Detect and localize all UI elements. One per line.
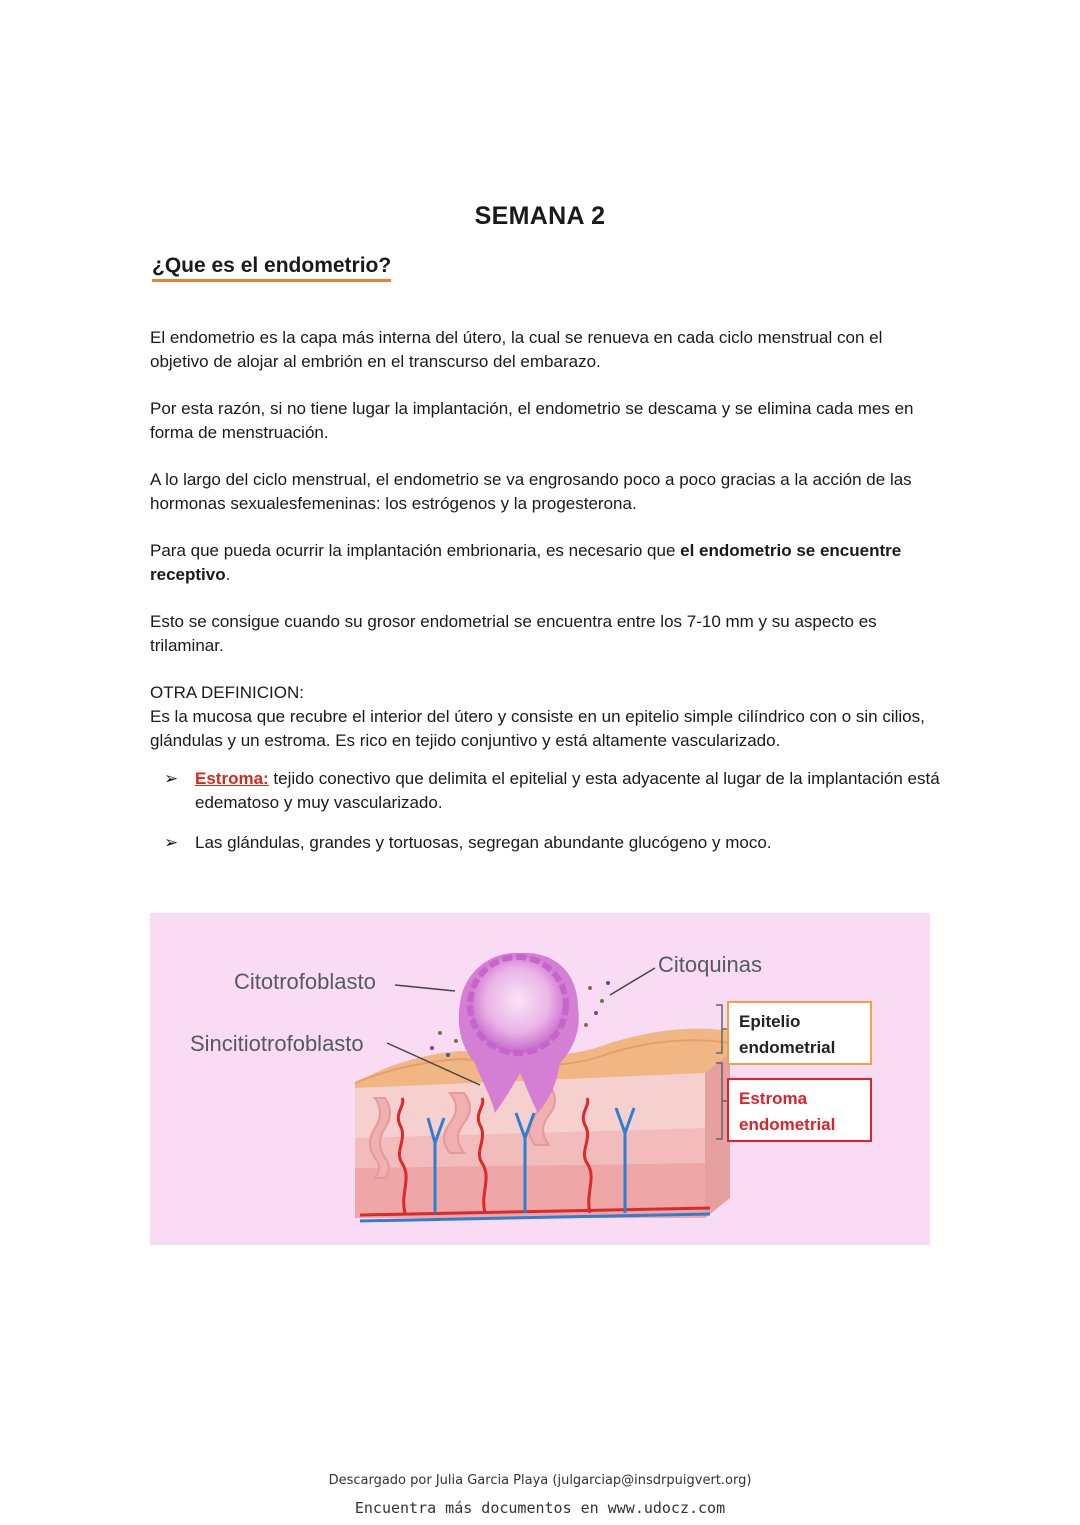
box-estroma-line2: endometrial [739, 1115, 836, 1134]
box-epitelio-endometrial [727, 1001, 872, 1065]
other-definition-heading: OTRA DEFINICION: [150, 683, 304, 702]
page-title: SEMANA 2 [474, 202, 606, 230]
arrow-bullet-icon: ➢ [164, 833, 179, 852]
box-epitelio-line1: Epitelio [739, 1012, 801, 1031]
label-citotrofoblasto: Citotrofoblasto [234, 969, 376, 994]
receptive-bold: el endometrio se encuentre receptivo [150, 541, 902, 584]
box-estroma-endometrial [727, 1078, 872, 1142]
section-heading: ¿Que es el endometrio? [152, 254, 391, 282]
label-citoquinas: Citoquinas [658, 952, 762, 977]
footer-download-credit: Descargado por Julia Garcia Playa (julgarciap@insdrpuigvert.org) [328, 1473, 752, 1488]
estroma-term: Estroma: [195, 769, 269, 788]
list-item [150, 767, 940, 815]
bullet-list [150, 767, 940, 855]
document-body [150, 326, 940, 871]
receptive-text-after: . [225, 565, 231, 584]
paragraph-menstruation: Por esta razón, si no tiene lugar la implantación, el endometrio se descama y se elimina cada mes en forma de menstruación. [150, 399, 914, 442]
endometrium-illustration [150, 913, 930, 1245]
receptive-text-before: Para que pueda ocurrir la implantación embrionaria, es necesario que [150, 541, 681, 560]
paragraph-definition: El endometrio es la capa más interna del útero, la cual se renueva en cada ciclo menstrual con el objetivo de alojar al embrión en el transcurso del embarazo. [150, 328, 883, 371]
box-epitelio-line2: endometrial [739, 1038, 836, 1057]
label-sincitiotrofoblasto: Sincitiotrofoblasto [190, 1031, 364, 1056]
paragraph-receptive [150, 539, 940, 587]
glands-description: Las glándulas, grandes y tortuosas, segregan abundante glucógeno y moco. [195, 833, 772, 852]
list-item [150, 831, 940, 855]
paragraph-thickness: Esto se consigue cuando su grosor endometrial se encuentra entre los 7-10 mm y su aspecto es trilaminar. [150, 612, 877, 655]
cytotrophoblast [470, 957, 566, 1053]
arrow-bullet-icon: ➢ [164, 769, 179, 788]
footer-site-link[interactable]: Encuentra más documentos en www.udocz.com [354, 1499, 726, 1517]
estroma-description: tejido conectivo que delimita el epitelial y esta adyacente al lugar de la implantación está edematoso y muy vascularizado. [195, 769, 940, 812]
box-estroma-line1: Estroma [739, 1089, 808, 1108]
paragraph-hormones: A lo largo del ciclo menstrual, el endometrio se va engrosando poco a poco gracias a la acción de las hormonas sexualesfemeninas: los estrógenos y la progesterona. [150, 470, 912, 513]
other-definition-text: Es la mucosa que recubre el interior del útero y consiste en un epitelio simple cilíndrico con o sin cilios, glándulas y un estroma. Es rico en tejido conjuntivo y está altamente vascularizado. [150, 707, 925, 750]
